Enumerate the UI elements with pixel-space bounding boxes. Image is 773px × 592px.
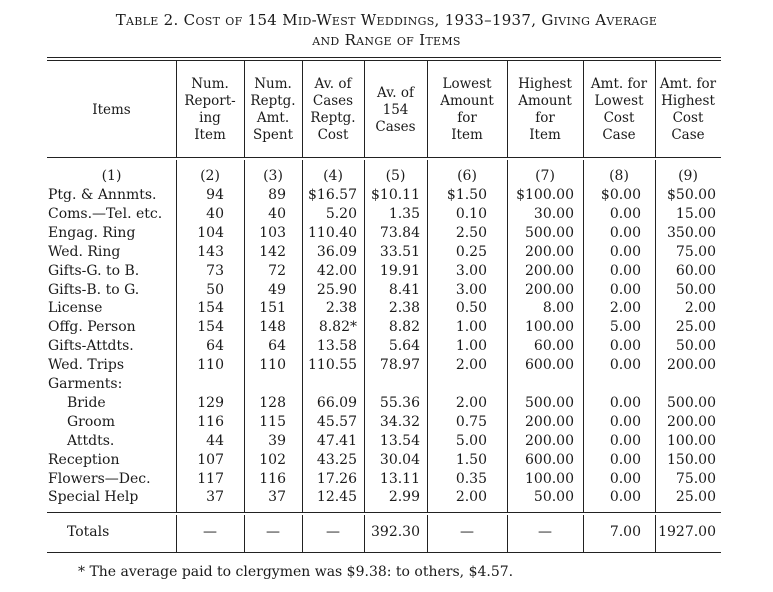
table-cell: 2.00	[609, 300, 641, 317]
table-cell: 100.00	[667, 432, 716, 449]
column-header-line: Cases	[375, 118, 416, 135]
table-cell: 0.00	[609, 470, 641, 487]
column-header-line: Amt.	[256, 110, 290, 126]
table-cell: $1.50	[446, 187, 487, 203]
table-cell: 13.11	[379, 470, 420, 487]
table-cell: 0.00	[609, 413, 641, 430]
column-header-line: Lowest	[442, 76, 492, 92]
table-cell: 64	[268, 338, 286, 355]
column-header-line: Num.	[191, 76, 229, 92]
totals-cell: —	[266, 524, 280, 540]
table-cell: 94	[206, 187, 224, 203]
table-cell: 0.00	[609, 394, 641, 411]
table-cell: $16.57	[308, 187, 357, 203]
row-label: License	[48, 300, 103, 317]
column-header-line: Item	[529, 127, 561, 143]
column-header-line: for	[535, 110, 555, 126]
table-cell: 115	[259, 413, 286, 430]
table-cell: 110.55	[308, 357, 357, 374]
row-label: Gifts-G. to B.	[48, 262, 140, 279]
table-cell: 55.36	[379, 394, 420, 411]
table-cell: 500.00	[525, 224, 574, 241]
table-cell: 600.00	[525, 357, 574, 374]
row-label: Ptg. & Annmts.	[48, 187, 157, 203]
top-rule-1	[47, 57, 721, 58]
table-title	[0, 10, 773, 50]
column-number: (2)	[200, 168, 220, 184]
table-cell: 0.25	[455, 243, 487, 260]
column-header-line: Item	[194, 127, 226, 143]
table-cell: 143	[197, 243, 224, 260]
table-cell: 103	[259, 224, 286, 241]
table-cell: 47.41	[316, 432, 357, 449]
table-cell: 13.54	[379, 432, 420, 449]
column-header-line: Amount	[518, 93, 572, 109]
row-label: Gifts-B. to G.	[48, 281, 140, 298]
table-cell: 19.91	[379, 262, 420, 279]
row-label: Reception	[48, 451, 120, 468]
column-header-line: ing	[199, 110, 221, 126]
column-number: (4)	[323, 168, 343, 184]
table-cell: 30.00	[533, 205, 574, 222]
table-cell: 8.82	[388, 319, 420, 336]
table-cell: 44	[206, 432, 224, 449]
table-cell: $100.00	[516, 187, 574, 203]
table-cell: 0.10	[455, 205, 487, 222]
table-cell: 50.00	[533, 489, 574, 506]
table-cell: 40	[268, 205, 286, 222]
table-cell: 8.41	[388, 281, 420, 298]
column-header-line: Reptg.	[310, 110, 356, 126]
totals-cell: —	[326, 524, 340, 540]
table-cell: 2.00	[455, 357, 487, 374]
table-cell: 50.00	[675, 281, 716, 298]
row-label: Attdts.	[67, 432, 115, 449]
table-cell: 72	[268, 262, 286, 279]
column-header	[507, 76, 583, 144]
totals-cell: 1927.00	[658, 524, 716, 540]
table-cell: 12.45	[316, 489, 357, 506]
table-cell: 148	[259, 319, 286, 336]
row-label: Flowers—Dec.	[48, 470, 151, 487]
table-cell: 0.00	[609, 489, 641, 506]
table-cell: 0.00	[609, 451, 641, 468]
table-cell: 110.40	[308, 224, 357, 241]
totals-rule	[47, 512, 721, 513]
table-cell: 64	[206, 338, 224, 355]
table-cell: 50	[206, 281, 224, 298]
table-cell: 0.00	[609, 243, 641, 260]
table-cell: 200.00	[525, 413, 574, 430]
table-cell: 200.00	[525, 243, 574, 260]
column-header-line: Amount	[440, 93, 494, 109]
column-number: (3)	[263, 168, 283, 184]
column-header-line: Highest	[518, 76, 572, 92]
column-header-line: Report-	[184, 93, 236, 109]
column-number: (8)	[609, 168, 629, 184]
table-cell: 100.00	[525, 319, 574, 336]
table-title-line-1: Table 2. Cost of 154 Mid-West Weddings, 1933–1937, Giving Average	[115, 11, 658, 29]
column-header-line: Cost	[672, 110, 704, 126]
table-cell: 5.20	[325, 205, 357, 222]
column-header-line: Reptg.	[250, 93, 296, 109]
table-cell: 102	[259, 451, 286, 468]
table-cell: 37	[206, 489, 224, 506]
column-header	[655, 76, 721, 144]
row-label: Gifts-Attdts.	[48, 338, 134, 355]
column-header-line: Spent	[253, 127, 293, 143]
table-cell: 37	[268, 489, 286, 506]
table-cell: 200.00	[525, 432, 574, 449]
table-cell: 1.50	[455, 451, 487, 468]
table-cell: 8.00	[542, 300, 574, 317]
table-cell: 2.00	[684, 300, 716, 317]
table-cell: 1.00	[455, 338, 487, 355]
column-header-line: Av. of	[314, 76, 352, 92]
table-cell: 73	[206, 262, 224, 279]
table-cell: 25.90	[316, 281, 357, 298]
column-header	[427, 76, 507, 144]
table-cell: 2.00	[455, 489, 487, 506]
top-rule-2	[47, 60, 721, 61]
table-cell: 89	[268, 187, 286, 203]
table-cell: 117	[197, 470, 224, 487]
column-header	[47, 102, 176, 119]
column-header-line: Num.	[254, 76, 292, 92]
table-cell: 36.09	[316, 243, 357, 260]
table-cell: 116	[259, 470, 286, 487]
table-cell: 50.00	[675, 338, 716, 355]
table-cell: 200.00	[667, 357, 716, 374]
table-cell: 2.99	[388, 489, 420, 506]
table-cell: 0.00	[609, 262, 641, 279]
table-cell: 142	[259, 243, 286, 260]
table-cell: 200.00	[525, 281, 574, 298]
table-cell: $50.00	[667, 187, 716, 203]
table-cell: 15.00	[675, 205, 716, 222]
table-cell: 13.58	[316, 338, 357, 355]
table-cell: 2.50	[455, 224, 487, 241]
table-cell: $10.11	[371, 187, 420, 203]
column-header-line: Lowest	[594, 93, 644, 109]
totals-cell: —	[203, 524, 217, 540]
column-header	[302, 76, 364, 144]
table-cell: 73.84	[379, 224, 420, 241]
table-cell: 33.51	[379, 243, 420, 260]
table-cell: 0.00	[609, 224, 641, 241]
column-number: (6)	[457, 168, 477, 184]
totals-cell: —	[460, 524, 474, 540]
table-cell: 0.00	[609, 281, 641, 298]
column-number: (7)	[535, 168, 555, 184]
table-cell: 500.00	[667, 394, 716, 411]
totals-cell: —	[538, 524, 552, 540]
table-cell: 154	[197, 319, 224, 336]
table-cell: 17.26	[316, 470, 357, 487]
table-cell: 49	[268, 281, 286, 298]
table-cell: 154	[197, 300, 224, 317]
column-header-line: for	[457, 110, 477, 126]
column-header	[244, 76, 302, 144]
table-cell: 110	[197, 357, 224, 374]
table-cell: 66.09	[316, 394, 357, 411]
table-cell: 5.00	[455, 432, 487, 449]
table-cell: 2.38	[388, 300, 420, 317]
column-header-line: Cost	[603, 110, 635, 126]
table-cell: 110	[259, 357, 286, 374]
header-rule	[47, 157, 721, 158]
table-cell: 0.00	[609, 338, 641, 355]
table-cell: 150.00	[667, 451, 716, 468]
table-cell: 30.04	[379, 451, 420, 468]
column-header-line: Case	[671, 127, 705, 143]
table-cell: 0.75	[455, 413, 487, 430]
table-cell: 75.00	[675, 470, 716, 487]
table-cell: 200.00	[525, 262, 574, 279]
table-cell: 100.00	[525, 470, 574, 487]
column-header-line: Amt. for	[590, 76, 648, 92]
table-cell: 45.57	[316, 413, 357, 430]
table-cell: 34.32	[379, 413, 420, 430]
row-label: Garments:	[48, 376, 123, 392]
table-cell: 5.64	[388, 338, 420, 355]
table-cell: 128	[259, 394, 286, 411]
totals-label: Totals	[67, 524, 110, 540]
table-cell: 25.00	[675, 489, 716, 506]
column-header-line: Case	[602, 127, 636, 143]
table-cell: 5.00	[609, 319, 641, 336]
table-cell: 500.00	[525, 394, 574, 411]
column-header-line: Amt. for	[659, 76, 717, 92]
row-label: Wed. Trips	[48, 357, 125, 374]
table-cell: 3.00	[455, 262, 487, 279]
table-cell: 43.25	[316, 451, 357, 468]
column-header-line: Highest	[661, 93, 715, 109]
table-cell: 350.00	[667, 224, 716, 241]
table-cell: 1.00	[455, 319, 487, 336]
row-label: Bride	[67, 394, 106, 411]
column-header-line: Av. of	[377, 84, 414, 101]
column-number: (9)	[678, 168, 698, 184]
table-cell: 600.00	[525, 451, 574, 468]
column-header	[364, 85, 427, 136]
table-title-line-2: and Range of Items	[312, 31, 461, 49]
table-cell: 107	[197, 451, 224, 468]
footnote: * The average paid to clergymen was $9.38: to others, $4.57.	[78, 564, 514, 580]
table-cell: 40	[206, 205, 224, 222]
row-label: Special Help	[48, 489, 139, 506]
column-number: (5)	[385, 168, 406, 184]
totals-cell: 392.30	[371, 524, 420, 540]
row-label: Offg. Person	[48, 319, 136, 336]
table-cell: 78.97	[379, 357, 420, 374]
table-cell: 0.50	[455, 300, 487, 317]
table-cell: 0.00	[609, 357, 641, 374]
table-cell: 60.00	[533, 338, 574, 355]
row-label: Groom	[67, 413, 116, 430]
table-cell: 60.00	[675, 262, 716, 279]
column-header-line: Item	[451, 127, 483, 143]
column-header	[176, 76, 244, 144]
table-cell: 0.00	[609, 432, 641, 449]
column-header	[583, 76, 655, 144]
table-cell: 39	[268, 432, 286, 449]
table-cell: 75.00	[675, 243, 716, 260]
column-header-line: Cases	[312, 93, 354, 109]
table-cell: 2.00	[455, 394, 487, 411]
table-cell: 104	[197, 224, 224, 241]
table-cell: 1.35	[388, 205, 420, 222]
table-cell: 0.00	[609, 205, 641, 222]
row-label: Wed. Ring	[48, 243, 121, 260]
totals-cell: 7.00	[609, 524, 641, 540]
table-cell: 0.35	[455, 470, 487, 487]
column-number: (1)	[101, 168, 122, 184]
row-label: Coms.—Tel. etc.	[48, 205, 163, 222]
column-header-line: Items	[92, 101, 131, 118]
table-cell: $0.00	[600, 187, 641, 203]
table-cell: 200.00	[667, 413, 716, 430]
table-cell: 2.38	[325, 300, 357, 317]
table-cell: 8.82*	[318, 319, 357, 336]
row-label: Engag. Ring	[48, 224, 136, 241]
table-cell: 42.00	[316, 262, 357, 279]
column-header-line: Cost	[317, 127, 349, 143]
table-cell: 129	[197, 394, 224, 411]
table-cell: 3.00	[455, 281, 487, 298]
table-cell: 116	[197, 413, 224, 430]
table-cell: 25.00	[675, 319, 716, 336]
table-cell: 151	[259, 300, 286, 317]
bottom-rule	[47, 552, 721, 553]
column-header-line: 154	[382, 101, 409, 118]
